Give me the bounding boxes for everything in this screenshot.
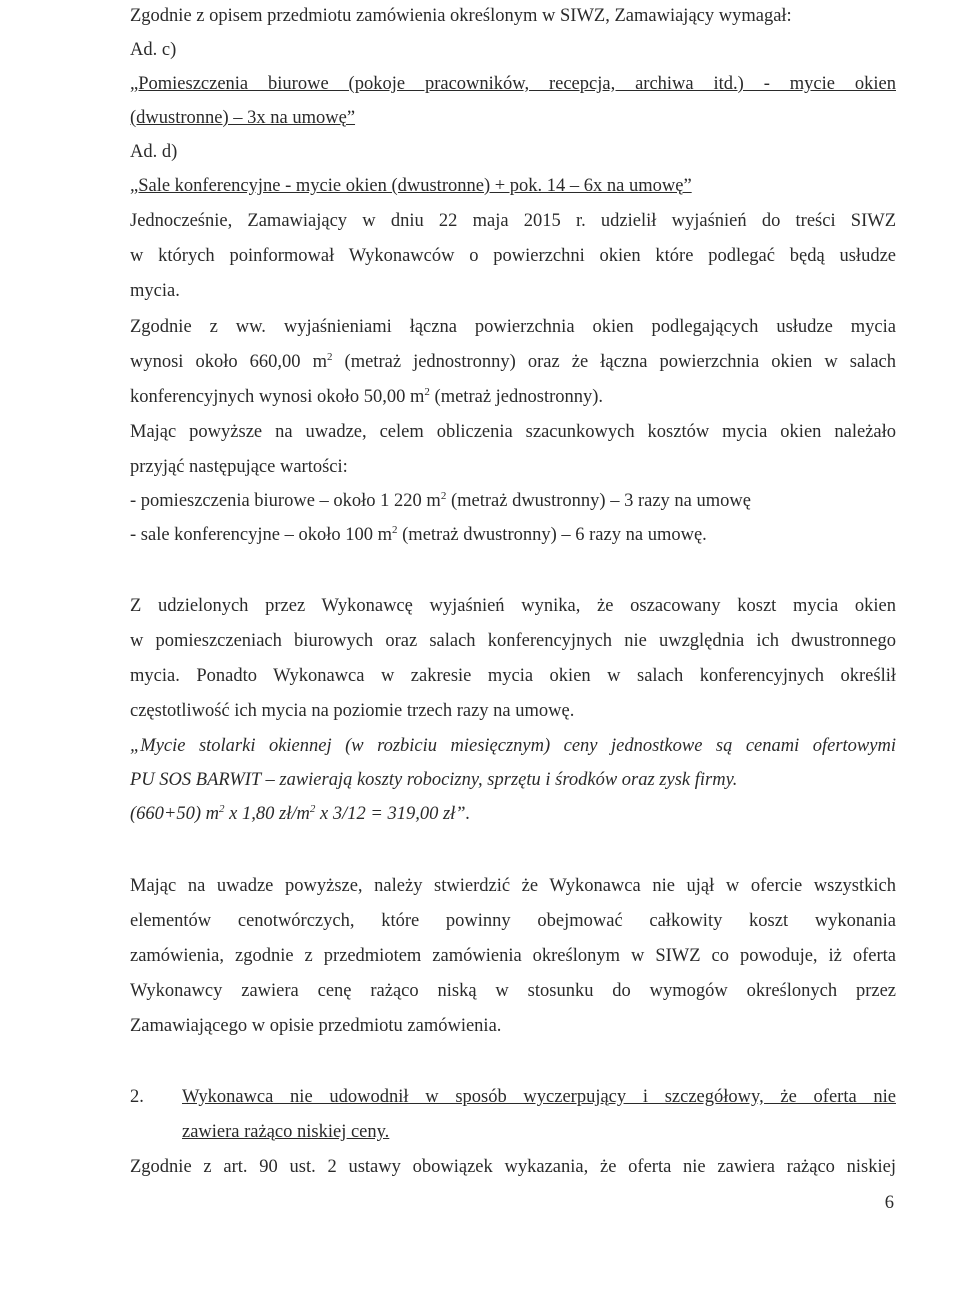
para5-line-5: Zamawiającego w opisie przedmiotu zamówienia. — [130, 1016, 502, 1036]
ad-c-label: Ad. c) — [130, 40, 177, 60]
superscript: 2 — [440, 489, 447, 502]
para1-line-2: w których poinformował Wykonawców o powierzchni okien które podlegać będą usłudze — [130, 246, 896, 266]
list-item-number: 2. — [130, 1087, 144, 1107]
para1-line-1: Jednocześnie, Zamawiający w dniu 22 maja 2015 r. udzielił wyjaśnień do treści SIWZ — [130, 211, 896, 231]
item2-line-1: Wykonawca nie udowodnił w sposób wyczerpujący i szczegółowy, że oferta nie — [182, 1087, 896, 1107]
para4-line-4: częstotliwość ich mycia na poziomie trzech razy na umowę. — [130, 701, 575, 721]
superscript: 2 — [424, 385, 430, 398]
para4-line-3: mycia. Ponadto Wykonawca w zakresie mycia okien w salach konferencyjnych określił — [130, 666, 896, 686]
para2-line-2: wynosi około 660,00 $m^2$ (metraż jednostronny) oraz że łączna powierzchnia okien w salach — [130, 350, 896, 372]
para4-line-2: w pomieszczeniach biurowych oraz salach konferencyjnych nie uwzględnia ich dwustronnego — [130, 631, 896, 651]
para1-line-3: mycia. — [130, 281, 180, 301]
para3-line-3: - pomieszczenia biurowe – około 1 220 $m^2$ (metraż dwustronny) – 3 razy na umowę — [130, 489, 751, 511]
superscript: 2 — [392, 523, 398, 536]
superscript: 2 — [219, 802, 225, 815]
para5-line-4: Wykonawcy zawiera cenę rażąco niską w stosunku do wymogów określonych przez — [130, 981, 896, 1001]
ad-d-line-1: „Sale konferencyjne - mycie okien (dwustronne) + pok. 14 – 6x na umowę” — [130, 176, 692, 196]
para3-line-1: Mając powyższe na uwadze, celem obliczenia szacunkowych kosztów mycia okien należało — [130, 422, 896, 442]
superscript: 2 — [327, 350, 333, 363]
para3-line-2: przyjąć następujące wartości: — [130, 457, 348, 477]
para5-line-3: zamówienia, zgodnie z przedmiotem zamówienia określonym w SIWZ co powoduje, iż oferta — [130, 946, 896, 966]
item2-line-2: zawiera rażąco niskiej ceny. — [182, 1122, 390, 1142]
ad-c-line-2: (dwustronne) – 3x na umowę” — [130, 108, 356, 128]
para5-line-1: Mając na uwadze powyższe, należy stwierdzić że Wykonawca nie ujął w ofercie wszystkich — [130, 876, 896, 896]
para6-line-1: Zgodnie z art. 90 ust. 2 ustawy obowiązek wykazania, że oferta nie zawiera rażąco niskiej — [130, 1157, 896, 1177]
para4-line-1: Z udzielonych przez Wykonawcę wyjaśnień wynika, że oszacowany koszt mycia okien — [130, 596, 896, 616]
para3-line-4: - sale konferencyjne – około 100 $m^2$ (metraż dwustronny) – 6 razy na umowę. — [130, 523, 707, 545]
para2-line-1: Zgodnie z ww. wyjaśnieniami łączna powierzchnia okien podlegających usłudze mycia — [130, 317, 896, 337]
ad-d-label: Ad. d) — [130, 142, 178, 162]
ad-c-line-1: „Pomieszczenia biurowe (pokoje pracowników, recepcja, archiwa itd.) - mycie okien — [130, 74, 896, 94]
page-number: 6 — [884, 1193, 894, 1213]
para5-line-2: elementów cenotwórczych, które powinny obejmować całkowity koszt wykonania — [130, 911, 896, 931]
quote-line-2: PU SOS BARWIT – zawierają koszty robocizny, sprzętu i środków oraz zysk firmy. — [130, 770, 738, 790]
para2-line-3: konferencyjnych wynosi około 50,00 $m^2$ (metraż jednostronny). — [130, 385, 604, 407]
quote-line-3: (660+50) $m^2$ x 1,80 $zł/m^2$ x 3/12 = 319,00 zł”. — [130, 802, 471, 824]
quote-line-1: „Mycie stolarki okiennej (w rozbiciu miesięcznym) ceny jednostkowe są cenami ofertowymi — [130, 736, 896, 756]
header-line: Zgodnie z opisem przedmiotu zamówienia określonym w SIWZ, Zamawiający wymagał: — [130, 6, 792, 26]
superscript: 2 — [309, 802, 316, 815]
